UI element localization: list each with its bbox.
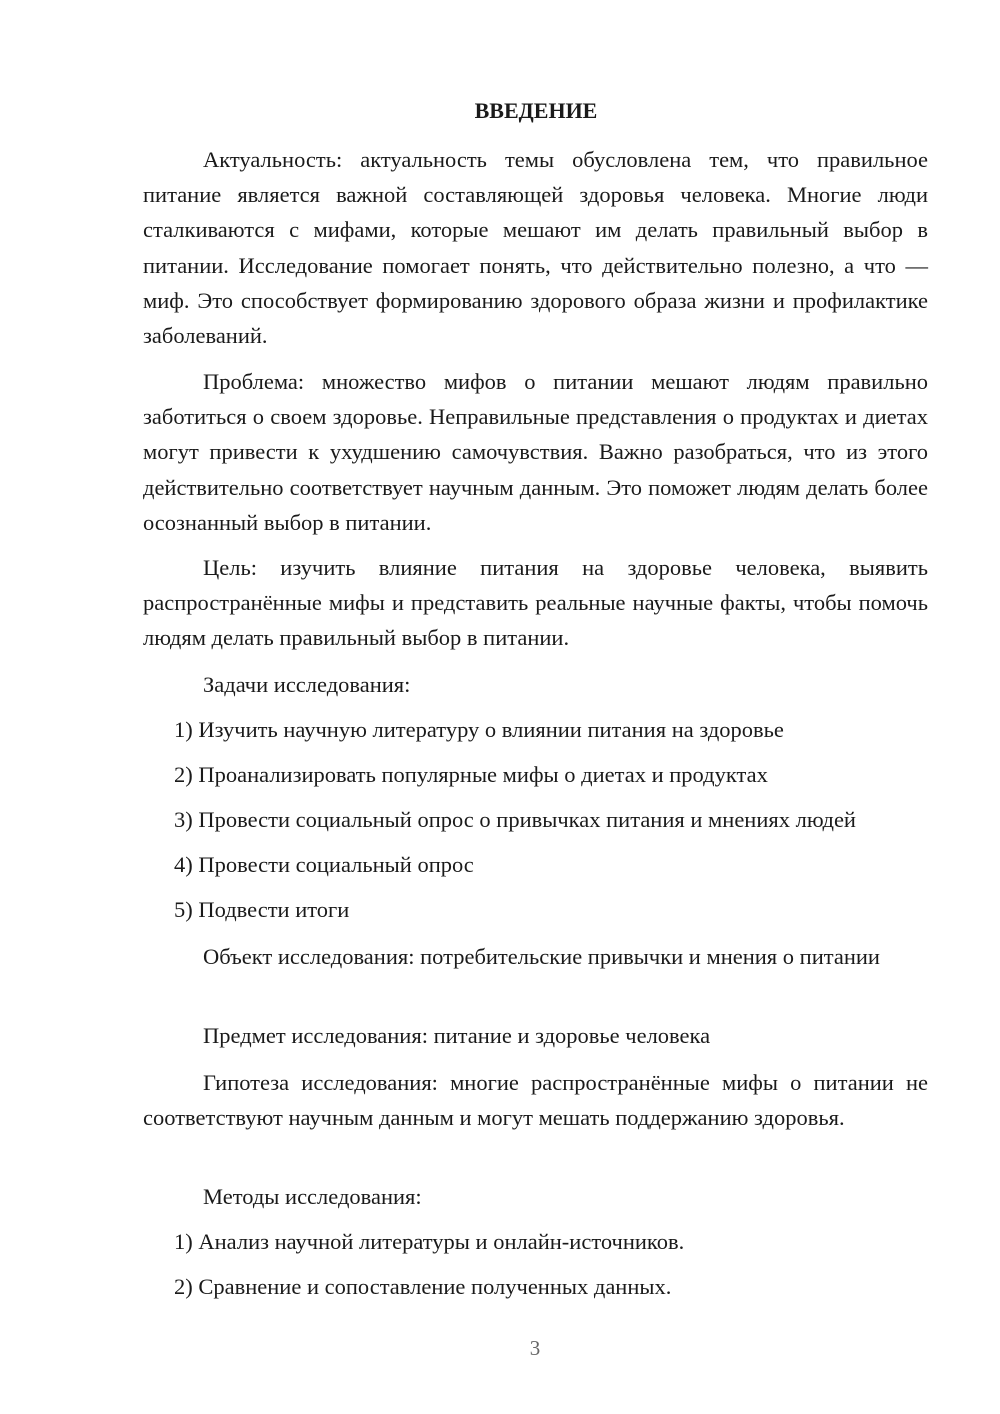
relevance-paragraph: Актуальность: актуальность темы обусловлена тем, что правильное питание является важной составляющей здоровья человека. Многие люди сталкиваются с мифами, которые мешают им делать правильный выбор в питании. Исследование помогает понять, что действительно полезно, а что — миф. Это способствует формированию здорового образа жизни и профилактике заболеваний. (143, 147, 928, 349)
task-item: 1) Изучить научную литературу о влиянии питания на здоровье (174, 717, 784, 742)
task-item: 2) Проанализировать популярные мифы о диетах и продуктах (174, 762, 768, 787)
page-number: 3 (529, 1336, 541, 1360)
page-title: ВВЕДЕНИЕ (474, 98, 598, 123)
tasks-label: Задачи исследования: (203, 672, 411, 697)
task-item: 3) Провести социальный опрос о привычках питания и мнениях людей (174, 807, 856, 832)
task-item: 4) Провести социальный опрос (174, 852, 474, 877)
methods-label: Методы исследования: (203, 1184, 422, 1209)
subject-paragraph: Предмет исследования: питание и здоровье человека (203, 1023, 711, 1048)
method-item: 1) Анализ научной литературы и онлайн-источников. (174, 1229, 685, 1254)
goal-paragraph: Цель: изучить влияние питания на здоровье человека, выявить распространённые мифы и представить реальные научные факты, чтобы помочь людям делать правильный выбор в питании. (143, 555, 928, 651)
task-item: 5) Подвести итоги (174, 897, 350, 922)
hypothesis-paragraph: Гипотеза исследования: многие распространённые мифы о питании не соответствуют научным данным и могут мешать поддержанию здоровья. (143, 1070, 928, 1131)
object-paragraph: Объект исследования: потребительские привычки и мнения о питании (203, 944, 880, 969)
problem-paragraph: Проблема: множество мифов о питании мешают людям правильно заботиться о своем здоровье. Неправильные представления о продуктах и диетах могут привести к ухудшению самочувствия. Важно разобраться, что из этого действительно соответствует научным данным. Это поможет людям делать более осознанный выбор в питании. (143, 369, 928, 535)
method-item: 2) Сравнение и сопоставление полученных данных. (174, 1274, 672, 1299)
